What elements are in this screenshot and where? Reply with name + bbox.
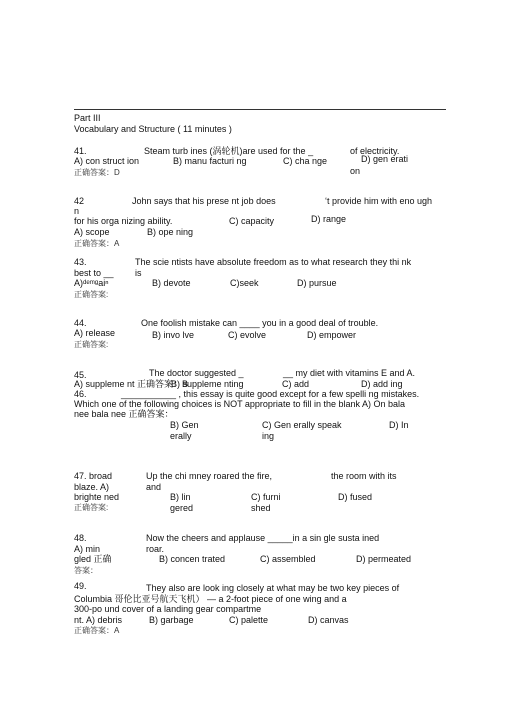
q43-option-c: C)seek <box>230 278 259 288</box>
q42-stem: John says that his prese nt job does <box>132 196 276 206</box>
q41-stem: Steam turb ines (涡轮机)are used for the _ <box>144 146 314 156</box>
q46-stem-line3: nee bala nee 正确答案： <box>74 409 174 419</box>
q48-option-d: D) permeated <box>356 554 412 564</box>
q42-option-d: D) range <box>311 214 347 224</box>
q41-stem-tail: of electricity. <box>350 146 400 156</box>
q44-option-c: C) evolve <box>228 330 267 340</box>
q47-number: 47. broad <box>74 471 113 481</box>
q48-stem-roar: roar. <box>146 544 165 554</box>
q46-option-c: C) Gen erally speak <box>262 420 342 430</box>
q47-option-c-cont: shed <box>251 503 271 513</box>
q43-stem-best: best to __ <box>74 268 114 278</box>
q46-option-c-cont: ing <box>262 431 275 441</box>
q49-stem-line3: 300-po und cover of a landing gear compartme <box>74 604 262 614</box>
q48-answer: 答案： <box>74 566 98 575</box>
q46-option-b-cont: erally <box>170 431 192 441</box>
q42-stem-tail: ‘t provide him with eno ugh <box>325 196 433 206</box>
section-title: Vocabulary and Structure ( 11 minutes ) <box>74 124 232 134</box>
q45-option-d: D) add ing <box>361 379 403 389</box>
q43-option-b: B) devote <box>152 278 191 288</box>
q47-option-b-cont: gered <box>170 503 194 513</box>
q48-option-a-cont: gled 正确 <box>74 554 112 564</box>
q46-stem-line2: Which one of the following choices is NOT appropriate to fill in the blank A) On bala <box>74 399 406 409</box>
q49-number: 49. <box>74 581 87 591</box>
q47-option-d: D) fused <box>338 492 373 502</box>
header-rule <box>74 109 446 110</box>
q48-stem: Now the cheers and applause _____in a sin gle susta ined <box>146 533 380 543</box>
q42-option-b: B) ope ning <box>147 227 194 237</box>
q46-stem: ___________ , this essay is quite good except for a few spelli ng mistakes. <box>121 389 420 399</box>
q47-option-a: brighte ned <box>74 492 120 502</box>
q47-stem-tail: the room with its <box>331 471 397 481</box>
q49-stem-line2: Columbia 哥伦比亚号航天飞机） — a 2-foot piece of one wing and a <box>74 594 347 604</box>
q42-number: 42 <box>74 196 85 206</box>
q46-option-d: D) In <box>389 420 409 430</box>
q45-option-a: A) suppleme nt 正确答案：B <box>74 379 189 389</box>
q49-answer: 正确答案：A <box>74 626 120 635</box>
q44-answer: 正确答案: <box>74 340 109 349</box>
q49-stem: They also are look ing closely at what may be two key pieces of <box>146 583 400 593</box>
q42-stem-n: n <box>74 206 80 216</box>
q44-option-b: B) invo lve <box>152 330 195 340</box>
q43-stem-is: is <box>135 268 142 278</box>
q49-option-a: nt. A) debris <box>74 615 123 625</box>
q47-option-b: B) lin <box>170 492 191 502</box>
q48-number: 48. <box>74 533 87 543</box>
q45-stem: The doctor suggested _ <box>149 368 244 378</box>
q47-option-c: C) furni <box>251 492 281 502</box>
q41-number: 41. <box>74 146 87 156</box>
q46-number: 46. <box>74 389 87 399</box>
q47-answer: 正确答案: <box>74 503 109 512</box>
q45-number: 45. <box>74 370 87 380</box>
q45-option-b: B) suppleme nting <box>171 379 244 389</box>
q43-option-a: A)ᵈᵉᵐᵍaiⁿ <box>74 278 109 288</box>
q43-stem: The scie ntists have absolute freedom as to what research they thi nk <box>135 257 412 267</box>
q44-number: 44. <box>74 318 87 328</box>
q42-option-c: C) capacity <box>229 216 275 226</box>
q43-option-d: D) pursue <box>297 278 337 288</box>
q45-stem-tail: __ my diet with vitamins E and A. <box>283 368 416 378</box>
q49-option-b: B) garbage <box>149 615 194 625</box>
q42-stem-line2: for his orga nizing ability. <box>74 216 173 226</box>
q43-number: 43. <box>74 257 87 267</box>
q44-stem: One foolish mistake can ____ you in a good deal of trouble. <box>141 318 379 328</box>
q49-option-c: C) palette <box>229 615 269 625</box>
q48-option-b: B) concen trated <box>159 554 226 564</box>
q49-option-d: D) canvas <box>308 615 349 625</box>
q41-answer: 正确答案：D <box>74 168 120 177</box>
q42-option-a: A) scope <box>74 227 110 237</box>
q43-answer: 正确答案: <box>74 290 109 299</box>
q42-answer: 正确答案：A <box>74 239 120 248</box>
q47-stem: Up the chi mney roared the fire, <box>146 471 273 481</box>
q44-option-a: A) release <box>74 328 116 338</box>
q45-option-c: C) add <box>282 379 310 389</box>
q48-option-a: A) min <box>74 544 101 554</box>
q48-option-c: C) assembled <box>260 554 316 564</box>
q41-option-c: C) cha nge <box>283 156 328 166</box>
q46-option-b: B) Gen <box>170 420 199 430</box>
part-label: Part III <box>74 113 101 123</box>
q41-option-d-cont: on <box>350 166 361 176</box>
q47-stem-and: and <box>146 482 162 492</box>
q47-stem-blaze: blaze. A) <box>74 482 110 492</box>
q41-option-d: D) gen erati <box>361 154 409 164</box>
q44-option-d: D) empower <box>307 330 357 340</box>
q41-option-b: B) manu facturi ng <box>173 156 247 166</box>
q41-option-a: A) con struct ion <box>74 156 140 166</box>
